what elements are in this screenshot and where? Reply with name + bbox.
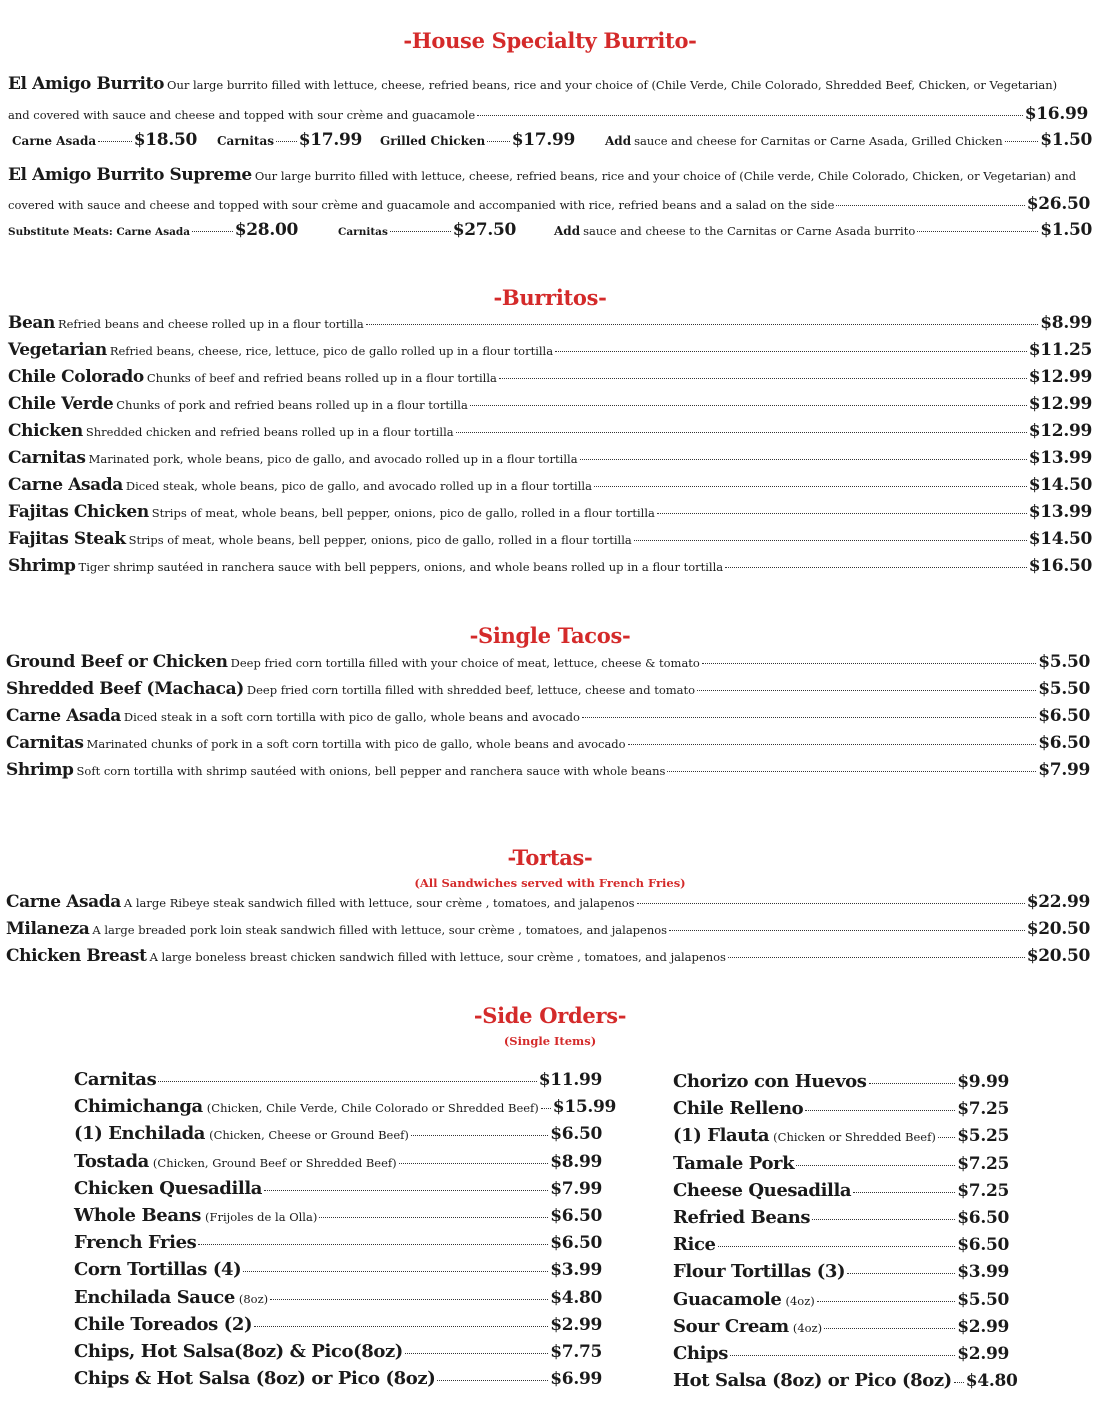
menu-item-row xyxy=(673,1370,1018,1392)
sides-title: -Side Orders- xyxy=(473,1003,627,1028)
item-price: $13.99 xyxy=(1028,448,1092,468)
item-description: Deep fried corn tortilla filled with your choice of meat, lettuce, cheese & tomato xyxy=(230,656,700,670)
item-name: Refried Beans xyxy=(673,1207,811,1228)
item-name: Fajitas Steak xyxy=(8,529,126,549)
item-name: Chips, Hot Salsa(8oz) & Pico(8oz) xyxy=(74,1341,403,1362)
leader-dots xyxy=(667,771,1036,772)
item-name: Chile Verde xyxy=(8,394,114,414)
item-description: Refried beans and cheese rolled up in a flour tortilla xyxy=(57,317,364,331)
item-description: Shredded chicken and refried beans rolled up in a flour tortilla xyxy=(85,425,454,439)
amigo-option xyxy=(12,130,197,150)
item-description: Refried beans, cheese, rice, lettuce, pico de gallo rolled up in a flour tortilla xyxy=(109,344,554,358)
item-note: (Chicken or Shredded Beef) xyxy=(773,1130,936,1145)
supreme-burrito-price: $26.50 xyxy=(1026,194,1090,214)
item-name: Shrimp xyxy=(6,760,74,780)
item-price: $7.25 xyxy=(957,1099,1009,1120)
item-description: Diced steak, whole beans, pico de gallo, and avocado rolled up in a flour tortilla xyxy=(125,479,592,493)
leader-dots xyxy=(270,1299,548,1300)
leader-dots xyxy=(697,690,1036,691)
amigo-burrito-name: El Amigo Burrito xyxy=(8,74,165,94)
menu-item-row xyxy=(8,394,1092,414)
supreme-burrito-line1 xyxy=(8,165,1092,185)
item-price: $9.99 xyxy=(957,1072,1009,1092)
leader-dots xyxy=(1005,141,1039,142)
item-name: Tostada xyxy=(74,1150,149,1172)
item-price: $6.50 xyxy=(550,1233,602,1254)
leader-dots xyxy=(836,205,1024,206)
item-description: Soft corn tortilla with shrimp sautéed with onions, bell pepper and ranchera sauce with whole beans xyxy=(76,764,666,778)
menu-item-row xyxy=(6,652,1090,672)
item-name: Whole Beans xyxy=(74,1205,202,1226)
item-description: Chunks of beef and refried beans rolled up in a flour tortilla xyxy=(146,371,497,385)
amigo-burrito-desc2: and covered with sauce and cheese and topped with sour crème and guacamole xyxy=(8,108,476,122)
item-price: $5.50 xyxy=(1038,679,1090,699)
item-name: Guacamole xyxy=(673,1288,782,1310)
leader-dots xyxy=(437,1380,548,1381)
leader-dots xyxy=(411,1135,548,1136)
burritos-title: -Burritos- xyxy=(493,285,607,310)
menu-item-row xyxy=(74,1259,602,1280)
menu-item-row xyxy=(673,1071,1009,1092)
menu-item-row xyxy=(6,892,1090,912)
item-price: $12.99 xyxy=(1028,394,1092,414)
supreme-add-sauce xyxy=(554,220,1092,240)
item-description: Diced steak in a soft corn tortilla with pico de gallo, whole beans and avocado xyxy=(123,710,580,724)
item-price: $6.99 xyxy=(550,1369,602,1390)
leader-dots xyxy=(669,930,1025,931)
menu-item-row xyxy=(8,556,1092,576)
menu-item-row xyxy=(6,733,1090,753)
menu-item-row xyxy=(74,1205,602,1226)
menu-item-row xyxy=(6,706,1090,726)
item-name: Carne Asada xyxy=(6,892,121,912)
leader-dots xyxy=(637,903,1025,904)
item-description: Marinated chunks of pork in a soft corn tortilla with pico de gallo, whole beans and avocado xyxy=(86,737,626,751)
item-name: Chile Colorado xyxy=(8,367,144,387)
item-name: Chorizo con Huevos xyxy=(673,1071,867,1092)
item-price: $7.25 xyxy=(957,1153,1009,1174)
menu-item-row xyxy=(74,1123,602,1144)
item-price: $13.99 xyxy=(1028,502,1092,522)
menu-item-row xyxy=(74,1232,602,1253)
leader-dots xyxy=(487,141,509,142)
add-price: $1.50 xyxy=(1040,220,1092,240)
item-price: $6.50 xyxy=(550,1124,602,1145)
leader-dots xyxy=(541,1108,551,1109)
leader-dots xyxy=(728,957,1025,958)
menu-item-row xyxy=(8,313,1092,333)
amigo-option-name: Carnitas xyxy=(217,134,275,148)
item-price: $15.99 xyxy=(552,1097,617,1118)
amigo-burrito-line1 xyxy=(8,74,1092,94)
item-name: Milaneza xyxy=(6,919,90,939)
amigo-option-price: $17.99 xyxy=(511,130,575,150)
menu-item-row xyxy=(8,367,1092,387)
item-price: $11.25 xyxy=(1028,340,1092,360)
item-name: Chips xyxy=(673,1343,728,1364)
item-price: $8.99 xyxy=(550,1151,602,1172)
item-price: $14.50 xyxy=(1028,529,1092,549)
item-description: A large breaded pork loin steak sandwich filled with lettuce, sour crème , tomatoes, and jalapenos xyxy=(92,923,668,937)
item-price: $4.80 xyxy=(965,1371,1018,1392)
item-description: Marinated pork, whole beans, pico de gallo, and avocado rolled up in a flour tortilla xyxy=(88,452,578,466)
item-description: A large Ribeye steak sandwich filled with lettuce, sour crème , tomatoes, and jalapenos xyxy=(123,896,635,910)
leader-dots xyxy=(499,378,1027,379)
menu-item-row xyxy=(74,1314,602,1335)
item-name: Flour Tortillas (3) xyxy=(673,1261,846,1283)
item-price: $12.99 xyxy=(1028,367,1092,387)
item-name: Carnitas xyxy=(8,448,86,468)
item-price: $6.50 xyxy=(1038,706,1090,726)
leader-dots xyxy=(580,459,1027,460)
item-note: (Chicken, Chile Verde, Chile Colorado or Shredded Beef) xyxy=(206,1101,539,1116)
item-price: $4.80 xyxy=(550,1287,602,1308)
item-price: $6.50 xyxy=(1038,733,1090,753)
menu-item-row xyxy=(673,1289,1009,1310)
menu-item-row xyxy=(673,1207,1009,1228)
supreme-burrito-line2 xyxy=(8,194,1090,214)
item-price: $5.25 xyxy=(957,1126,1009,1147)
item-name: (1) Enchilada xyxy=(74,1123,206,1145)
item-name: Hot Salsa (8oz) or Pico (8oz) xyxy=(673,1370,952,1392)
menu-item-row xyxy=(8,502,1092,522)
sub-name2: Carnitas xyxy=(338,226,388,238)
item-price: $6.50 xyxy=(957,1235,1009,1256)
item-price: $11.99 xyxy=(538,1070,602,1090)
menu-item-row xyxy=(673,1153,1009,1174)
amigo-add-sauce xyxy=(605,130,1092,150)
leader-dots xyxy=(254,1326,548,1327)
item-price: $2.99 xyxy=(957,1344,1009,1364)
sides-subtitle: (Single Items) xyxy=(503,1034,597,1048)
item-price: $3.99 xyxy=(550,1260,602,1281)
menu-item-row xyxy=(6,679,1090,699)
menu-item-row xyxy=(6,919,1090,939)
leader-dots xyxy=(824,1328,955,1329)
item-price: $7.99 xyxy=(550,1178,602,1199)
item-description: Chunks of pork and refried beans rolled up in a flour tortilla xyxy=(116,398,468,412)
leader-dots xyxy=(243,1271,548,1272)
leader-dots xyxy=(730,1355,955,1356)
item-description: Strips of meat, whole beans, bell pepper, onions, pico de gallo, rolled in a flour tortilla xyxy=(128,533,632,547)
item-price: $14.50 xyxy=(1028,475,1092,495)
add-text: sauce and cheese for Carnitas or Carne Asada, Grilled Chicken xyxy=(634,134,1003,148)
item-name: Corn Tortillas (4) xyxy=(74,1259,242,1281)
supreme-burrito-name: El Amigo Burrito Supreme xyxy=(8,165,252,185)
leader-dots xyxy=(276,141,297,142)
item-description: Tiger shrimp sautéed in ranchera sauce with bell peppers, onions, and whole beans rolled up in a flour tortilla xyxy=(78,560,724,574)
leader-dots xyxy=(805,1110,955,1111)
leader-dots xyxy=(405,1353,548,1354)
item-price: $3.99 xyxy=(957,1262,1009,1283)
item-name: Chicken xyxy=(8,421,83,441)
amigo-burrito-desc1: Our large burrito filled with lettuce, cheese, refried beans, rice and your choice of (Chile Verde, Chile Colorado, Shredded Beef, Chicken, or Vegetarian) xyxy=(167,78,1058,92)
supreme-burrito-desc1: Our large burrito filled with lettuce, cheese, refried beans, rice and your choice of (Chile verde, Chile Colorado, Chicken, or Vegetarian) and xyxy=(254,169,1077,183)
menu-item-row xyxy=(8,475,1092,495)
leader-dots xyxy=(718,1246,956,1247)
item-note: (Chicken, Cheese or Ground Beef) xyxy=(209,1128,409,1143)
item-name: Chile Toreados (2) xyxy=(74,1313,253,1335)
add-label: Add xyxy=(554,224,581,238)
item-name: Bean xyxy=(8,313,55,333)
item-price: $6.50 xyxy=(957,1208,1009,1228)
item-price: $5.50 xyxy=(957,1289,1009,1310)
item-name: Carne Asada xyxy=(8,475,123,495)
amigo-option xyxy=(380,130,575,150)
item-description: Deep fried corn tortilla filled with shredded beef, lettuce, cheese and tomato xyxy=(246,683,696,697)
leader-dots xyxy=(869,1083,956,1084)
leader-dots xyxy=(917,231,1038,232)
menu-item-row xyxy=(673,1234,1009,1255)
menu-item-row xyxy=(8,421,1092,441)
leader-dots xyxy=(198,1244,548,1245)
menu-item-row xyxy=(6,760,1090,780)
leader-dots xyxy=(812,1219,955,1220)
leader-dots xyxy=(98,141,132,142)
menu-item-row xyxy=(74,1096,617,1118)
item-name: Tamale Pork xyxy=(673,1152,795,1174)
amigo-option-price: $17.99 xyxy=(298,130,362,150)
tortas-title: -Tortas- xyxy=(507,845,593,870)
item-name: Chile Relleno xyxy=(673,1098,804,1120)
tortas-subtitle: (All Sandwiches served with French Fries) xyxy=(414,876,686,890)
menu-item-row xyxy=(673,1098,1009,1119)
leader-dots xyxy=(938,1137,955,1138)
item-price: $2.99 xyxy=(957,1316,1009,1337)
leader-dots xyxy=(456,432,1027,433)
leader-dots xyxy=(319,1217,548,1218)
leader-dots xyxy=(399,1163,549,1164)
item-note: (Frijoles de la Olla) xyxy=(205,1210,318,1224)
menu-item-row xyxy=(74,1368,602,1389)
item-name: Chips & Hot Salsa (8oz) or Pico (8oz) xyxy=(74,1368,436,1390)
add-text: sauce and cheese to the Carnitas or Carne Asada burrito xyxy=(583,224,916,238)
item-description: A large boneless breast chicken sandwich filled with lettuce, sour crème , tomatoes, and jalapenos xyxy=(149,950,726,964)
leader-dots xyxy=(702,663,1036,664)
sub-price2: $27.50 xyxy=(452,220,516,240)
leader-dots xyxy=(477,115,1023,116)
tacos-title: -Single Tacos- xyxy=(469,623,631,648)
leader-dots xyxy=(594,486,1027,487)
menu-item-row xyxy=(8,529,1092,549)
item-note: (4oz) xyxy=(792,1320,823,1335)
item-price: $2.99 xyxy=(550,1314,602,1335)
amigo-option xyxy=(217,130,362,150)
item-price: $20.50 xyxy=(1026,919,1090,939)
leader-dots xyxy=(634,540,1027,541)
item-price: $8.99 xyxy=(1040,313,1092,333)
item-name: Chicken Breast xyxy=(6,946,147,966)
item-name: Fajitas Chicken xyxy=(8,502,149,522)
add-label: Add xyxy=(605,134,632,148)
item-name: Sour Cream xyxy=(673,1315,789,1337)
amigo-option-name: Carne Asada xyxy=(12,134,97,148)
leader-dots xyxy=(847,1273,955,1274)
item-price: $7.25 xyxy=(957,1180,1009,1201)
menu-item-row xyxy=(673,1316,1009,1337)
item-price: $7.75 xyxy=(550,1342,602,1362)
menu-item-row xyxy=(673,1261,1009,1282)
item-name: Ground Beef or Chicken xyxy=(6,652,228,672)
item-name: Cheese Quesadilla xyxy=(673,1179,852,1201)
menu-item-row xyxy=(74,1151,602,1172)
leader-dots xyxy=(817,1301,955,1302)
item-name: Rice xyxy=(673,1234,716,1256)
item-name: Enchilada Sauce xyxy=(74,1286,235,1308)
menu-item-row xyxy=(673,1343,1009,1364)
leader-dots xyxy=(628,744,1037,745)
item-name: Chicken Quesadilla xyxy=(74,1177,263,1199)
leader-dots xyxy=(582,717,1036,718)
supreme-sub-carnitas xyxy=(338,220,516,240)
amigo-burrito-price: $16.99 xyxy=(1024,104,1088,124)
item-price: $7.99 xyxy=(1038,760,1090,780)
item-name: (1) Flauta xyxy=(673,1125,770,1147)
leader-dots xyxy=(657,513,1027,514)
item-price: $6.50 xyxy=(550,1206,602,1226)
supreme-burrito-desc2: covered with sauce and cheese and topped with sour crème and guacamole and accompanied with rice, refried beans and a salad on the side xyxy=(8,198,835,212)
sub-label: Substitute Meats: Carne Asada xyxy=(8,226,191,238)
menu-item-row xyxy=(74,1069,602,1090)
item-note: (Chicken, Ground Beef or Shredded Beef) xyxy=(152,1155,397,1170)
item-name: Shrimp xyxy=(8,556,76,576)
amigo-burrito-options xyxy=(12,130,1092,150)
leader-dots xyxy=(796,1165,955,1166)
add-price: $1.50 xyxy=(1040,130,1092,150)
leader-dots xyxy=(192,231,233,232)
menu-item-row xyxy=(74,1341,602,1362)
item-price: $12.99 xyxy=(1028,421,1092,441)
sub-price1: $28.00 xyxy=(234,220,298,240)
menu-item-row xyxy=(74,1178,602,1199)
leader-dots xyxy=(725,567,1027,568)
item-note: (4oz) xyxy=(785,1293,815,1308)
menu-item-row xyxy=(8,340,1092,360)
item-name: Carne Asada xyxy=(6,706,121,726)
item-note: (8oz) xyxy=(238,1291,269,1306)
leader-dots xyxy=(555,351,1027,352)
house-specialty-title: -House Specialty Burrito- xyxy=(403,28,697,53)
menu-item-row xyxy=(673,1125,1009,1146)
item-name: Carnitas xyxy=(6,733,84,753)
amigo-option-name: Grilled Chicken xyxy=(380,134,486,148)
item-price: $16.50 xyxy=(1028,556,1092,576)
item-description: Strips of meat, whole beans, bell pepper, onions, pico de gallo, rolled in a flour tortilla xyxy=(151,506,655,520)
item-price: $5.50 xyxy=(1038,652,1090,672)
item-name: French Fries xyxy=(74,1232,197,1254)
supreme-substitutes xyxy=(8,220,1092,240)
leader-dots xyxy=(366,324,1039,325)
menu-item-row xyxy=(8,448,1092,468)
item-name: Carnitas xyxy=(74,1069,157,1090)
leader-dots xyxy=(390,231,451,232)
item-name: Vegetarian xyxy=(8,340,107,360)
menu-item-row xyxy=(74,1287,602,1308)
menu-item-row xyxy=(6,946,1090,966)
item-price: $22.99 xyxy=(1026,892,1090,912)
leader-dots xyxy=(954,1382,964,1383)
leader-dots xyxy=(158,1081,536,1082)
leader-dots xyxy=(470,405,1027,406)
item-name: Chimichanga xyxy=(74,1096,203,1118)
menu-item-row xyxy=(673,1180,1009,1201)
item-price: $20.50 xyxy=(1026,946,1090,966)
amigo-burrito-line2 xyxy=(8,104,1088,124)
amigo-option-price: $18.50 xyxy=(133,130,197,150)
leader-dots xyxy=(264,1190,548,1191)
leader-dots xyxy=(853,1192,955,1193)
item-name: Shredded Beef (Machaca) xyxy=(6,679,244,699)
supreme-sub-asada xyxy=(8,220,298,240)
